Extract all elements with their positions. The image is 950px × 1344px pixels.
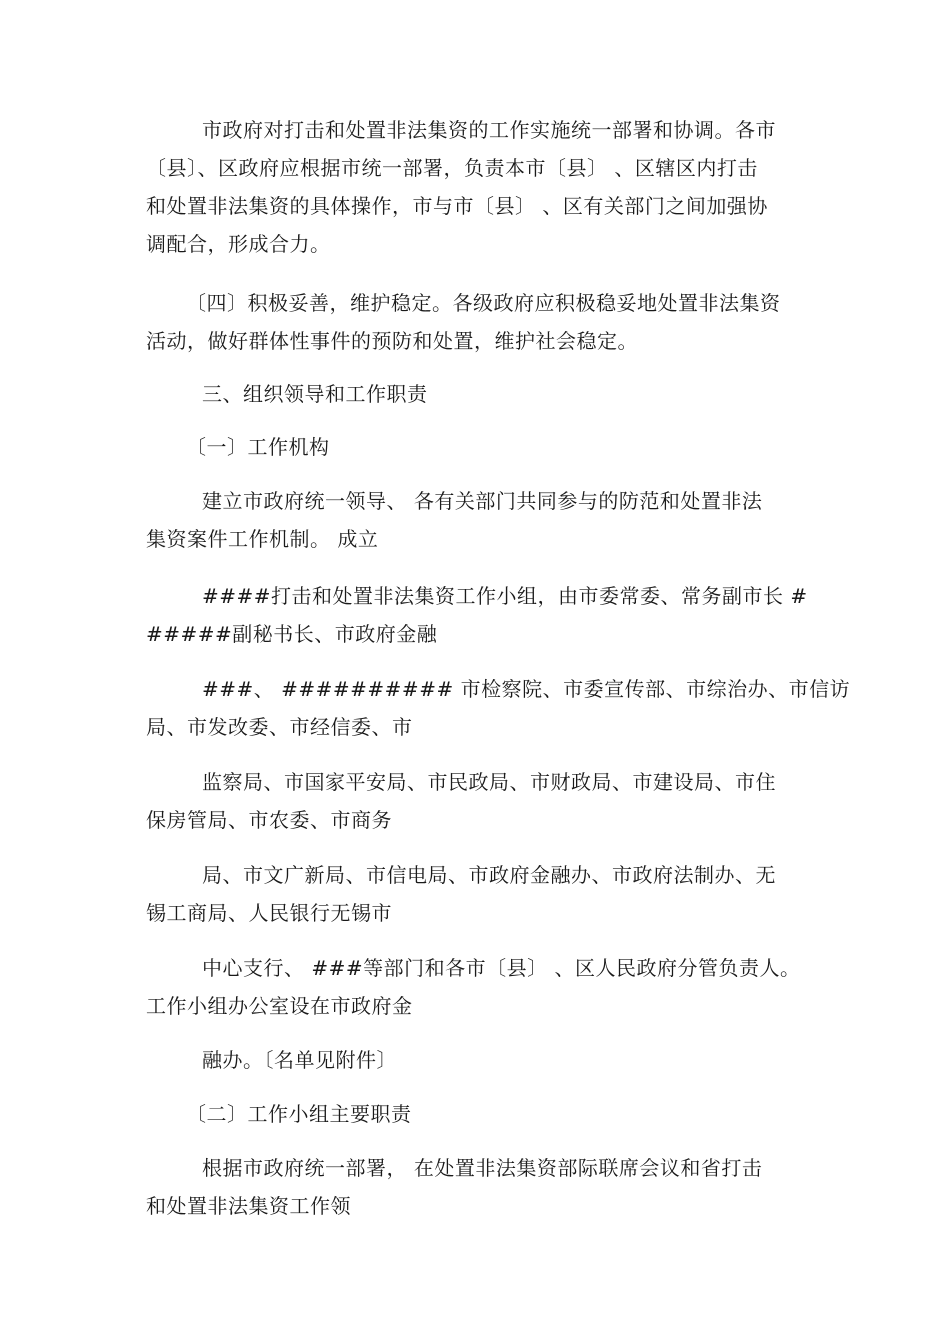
heading-text: 〔二〕工作小组主要职责 [186,1102,412,1126]
paragraph-annex-note [146,1041,806,1079]
text-line: 和处置非法集资工作领 [146,1194,351,1218]
heading-text: 三、组织领导和工作职责 [202,382,428,406]
paragraph-members-1 [146,670,851,746]
text-line: #####副秘书长、市政府金融 [146,622,438,646]
text-line: 根据市政府统一部署， 在处置非法集资部际联席会议和省打击 [202,1156,763,1180]
text-line: ####打击和处置非法集资工作小组，由市委常委、常务副市长 # [202,584,808,608]
paragraph-mechanism [146,482,806,558]
text-line: 〔四〕积极妥善，维护稳定。各级政府应积极稳妥地处置非法集资 [186,291,781,315]
text-line: 调配合，形成合力。 [146,232,331,256]
text-line: 锡工商局、人民银行无锡市 [146,901,392,925]
text-line: 市政府对打击和处置非法集资的工作实施统一部署和协调。各市 [202,118,776,142]
text-line: 融办。〔名单见附件〕 [202,1048,397,1072]
paragraph-coordination [146,111,806,263]
paragraph-work-group [146,577,806,653]
paragraph-members-2 [146,763,806,839]
text-line: 活动，做好群体性事件的预防和处置，维护社会稳定。 [146,329,638,353]
text-line: 〔县〕、区政府应根据市统一部署，负责本市〔县〕 、区辖区内打击 [146,156,758,180]
text-line: 局、市文广新局、市信电局、市政府金融办、市政府法制办、无 [202,863,776,887]
section-heading-organization [146,375,806,413]
subheading-main-duties [146,1095,806,1133]
text-line: 监察局、市国家平安局、市民政局、市财政局、市建设局、市住 [202,770,776,794]
text-line: 集资案件工作机制。 成立 [146,527,379,551]
heading-text: 〔一〕工作机构 [186,435,330,459]
text-line: 工作小组办公室设在市政府金 [146,994,413,1018]
text-line: 和处置非法集资的具体操作，市与市〔县〕 、区有关部门之间加强协 [146,194,768,218]
paragraph-members-3 [146,856,806,932]
subheading-work-agency [146,428,806,466]
text-line: 建立市政府统一领导、 各有关部门共同参与的防范和处置非法 [202,489,763,513]
paragraph-duties [146,1149,806,1225]
paragraph-stability [146,284,806,360]
text-line: 保房管局、市农委、市商务 [146,808,392,832]
text-line: 局、市发改委、市经信委、市 [146,715,413,739]
text-line: 中心支行、 ###等部门和各市〔县〕 、区人民政府分管负责人。 [202,956,801,980]
paragraph-members-4 [146,949,806,1025]
text-line: ###、 ########## 市检察院、市委宣传部、市综治办、市信访 [202,677,851,701]
